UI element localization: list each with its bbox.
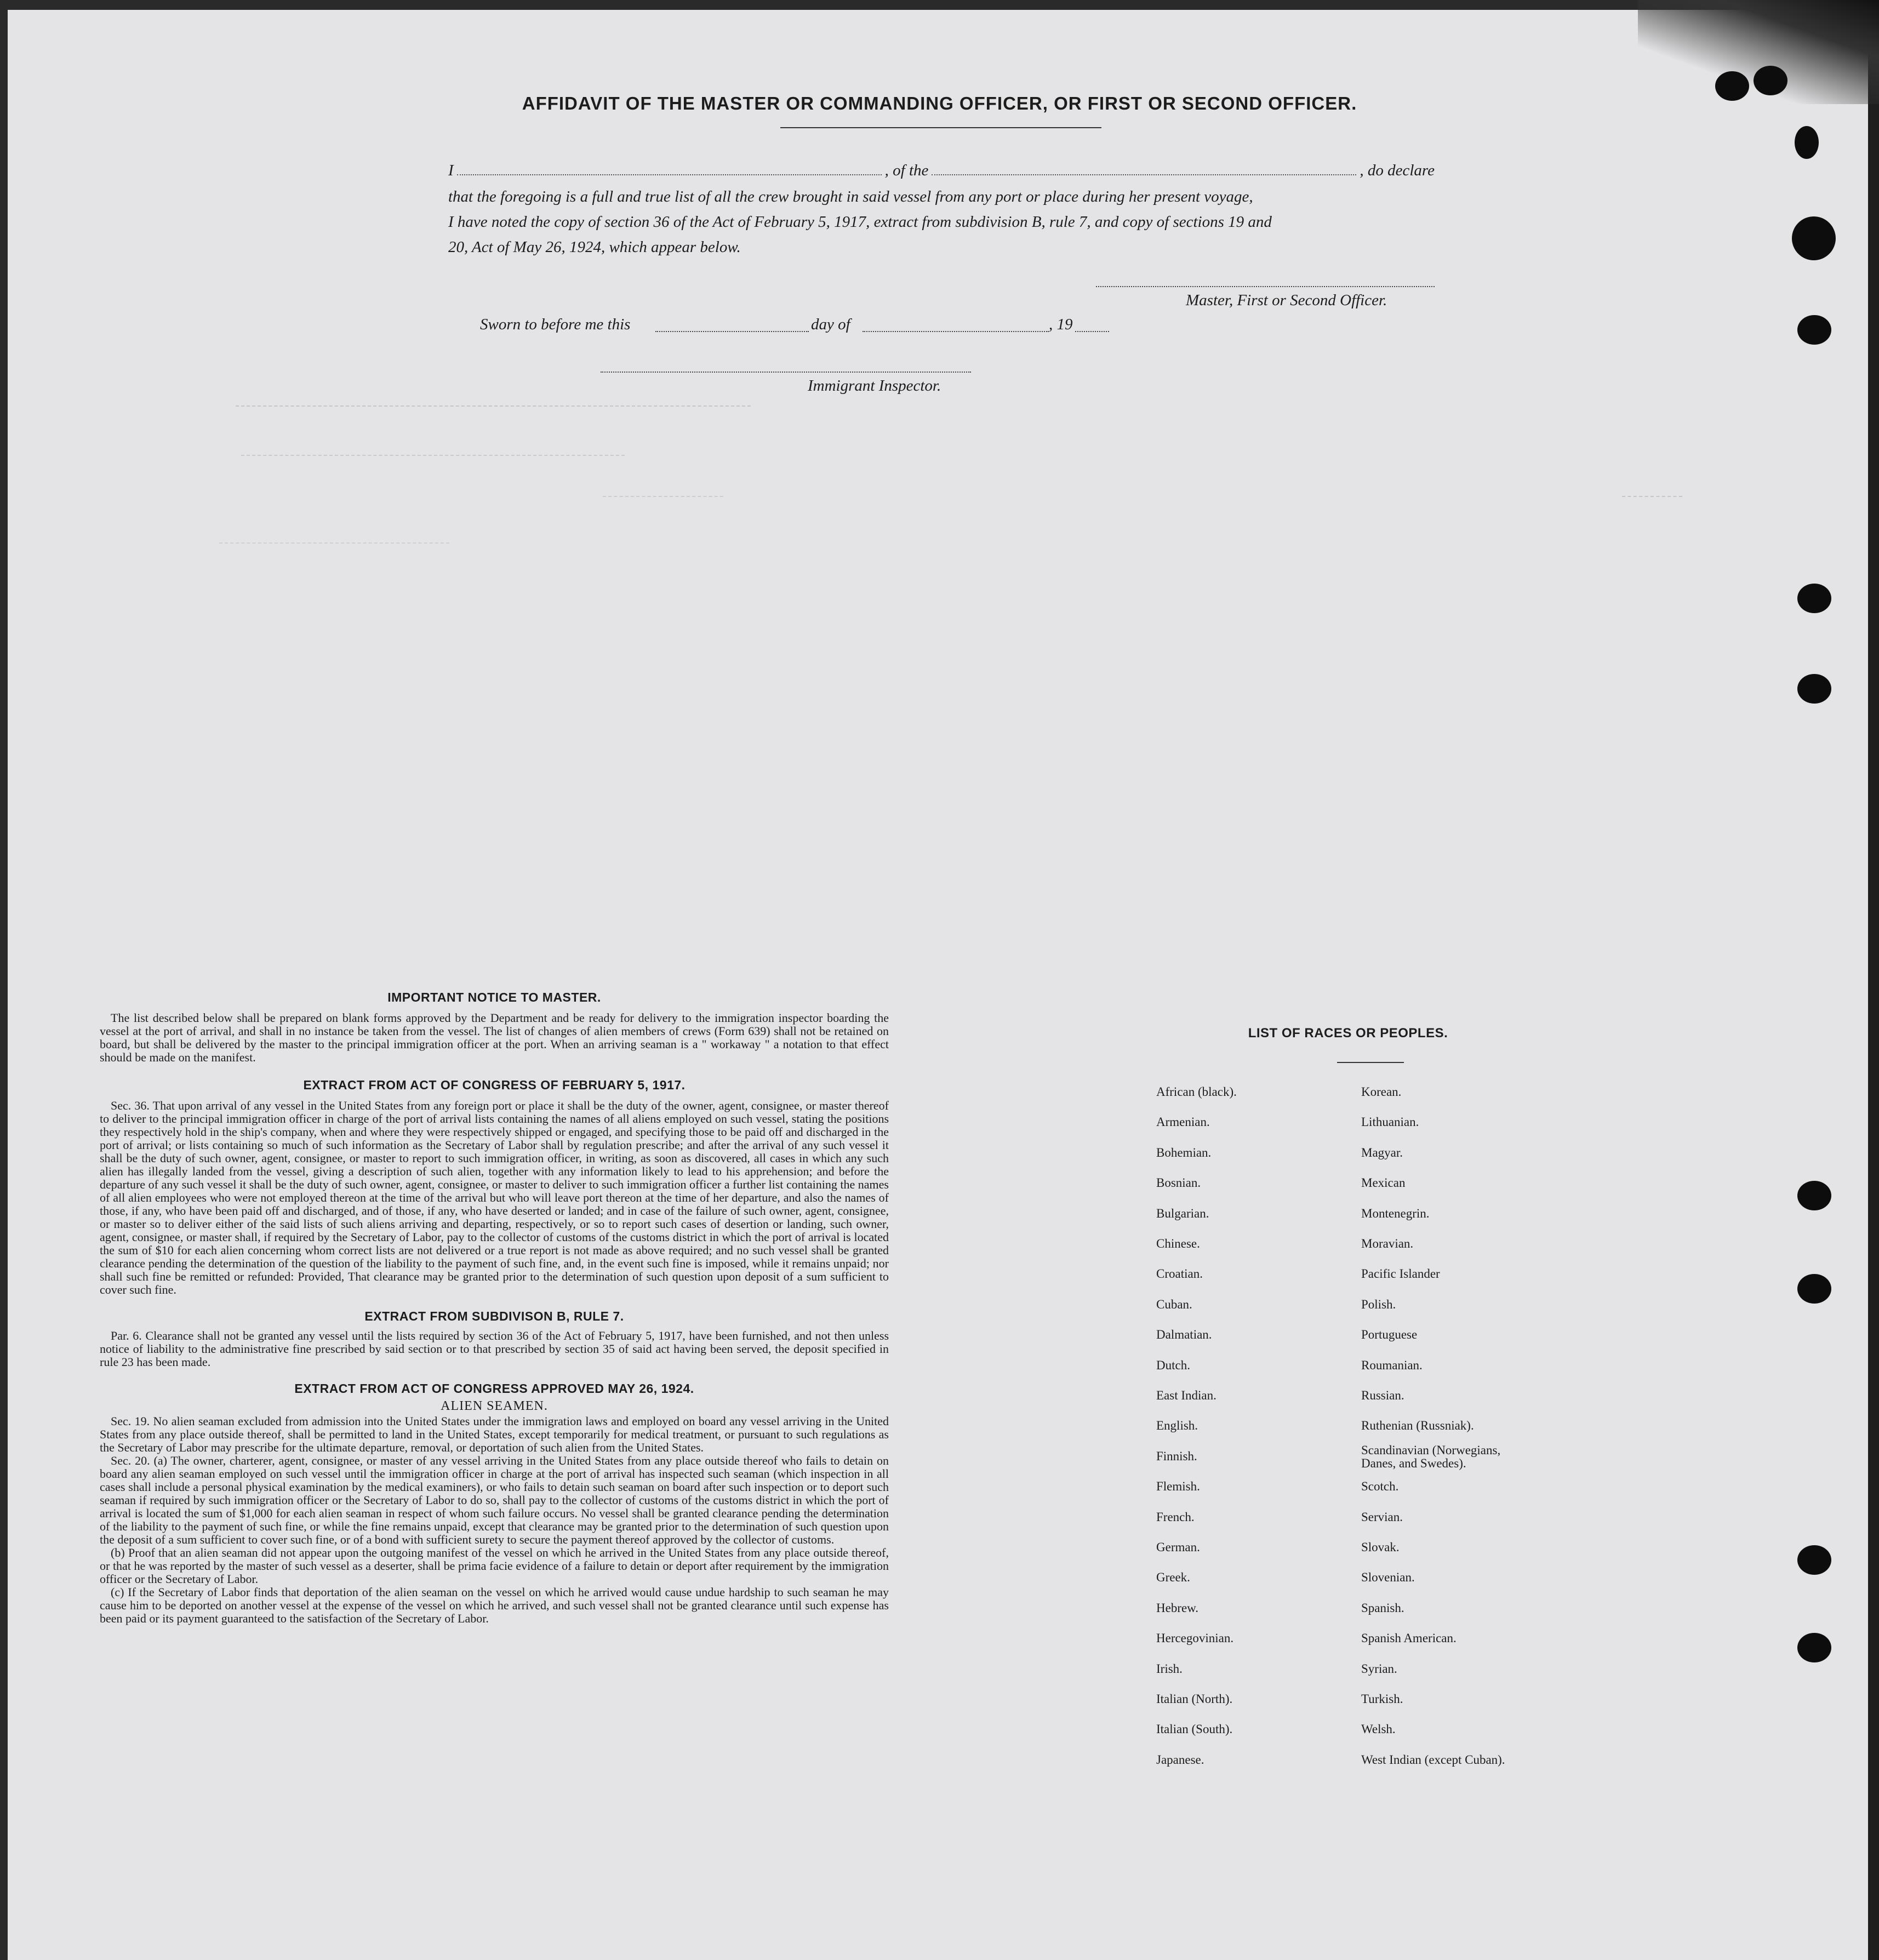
race-item: Slovenian. bbox=[1361, 1570, 1415, 1584]
sworn-label: Sworn to before me this bbox=[480, 316, 631, 333]
title-rule bbox=[780, 127, 1101, 128]
scan-edge-top bbox=[0, 0, 1879, 10]
race-item: Finnish. bbox=[1156, 1449, 1197, 1463]
race-item: English. bbox=[1156, 1419, 1198, 1432]
scan-edge-right bbox=[1868, 0, 1879, 1960]
section-19: Sec. 19. No alien seaman excluded from admission into the United States under the immigration laws and employed on board any vessel arriving in the United States from any place outside thereof, shall be permitted to land in the United States, except temporarily for medical treatment, or pursuant to such regulations as the Secretary of Labor may prescribe for the ultimate departure, removal, or deportation of such alien from the United States. bbox=[100, 1414, 889, 1454]
bleed-through-mark bbox=[219, 542, 449, 549]
race-item: Roumanian. bbox=[1361, 1358, 1423, 1372]
race-item: Scandinavian (Norwegians, Danes, and Swedes). bbox=[1361, 1443, 1501, 1470]
of-the-label: , of the bbox=[884, 162, 929, 179]
race-item: Japanese. bbox=[1156, 1753, 1204, 1767]
notice-heading: IMPORTANT NOTICE TO MASTER. bbox=[387, 990, 601, 1004]
race-item: Syrian. bbox=[1361, 1662, 1397, 1676]
extract-rule7-heading: EXTRACT FROM SUBDIVISON B, RULE 7. bbox=[364, 1309, 624, 1323]
extract-1924-heading: EXTRACT FROM ACT OF CONGRESS APPROVED MAY 26, 1924. bbox=[294, 1381, 694, 1396]
race-item: African (black). bbox=[1156, 1085, 1237, 1099]
race-item: Flemish. bbox=[1156, 1479, 1200, 1493]
punch-hole bbox=[1797, 1274, 1831, 1304]
bleed-through-mark bbox=[1622, 496, 1682, 502]
race-item: Magyar. bbox=[1361, 1146, 1403, 1159]
section-20c: (c) If the Secretary of Labor finds that deportation of the alien seaman on the vessel on which he arrived would cause undue hardship to such seaman he may cause him to be deported on another vessel at the expense of the vessel on which he arrived, and such vessel shall not be granted clearance until such expense has been paid or its payment guaranteed to the satisfaction of the Secretary of Labor. bbox=[100, 1585, 889, 1625]
punch-hole bbox=[1754, 66, 1787, 95]
section-20b: (b) Proof that an alien seaman did not appear upon the outgoing manifest of the vessel on which he arrived in the United States from any place outside thereof, or that he was reported by the master of such vessel as a deserter, shall be prima facie evidence of a failure to detain or deport after requirement by the immigration officer or the Secretary of Labor. bbox=[100, 1546, 889, 1586]
race-item: Portuguese bbox=[1361, 1328, 1418, 1341]
race-item: Ruthenian (Russniak). bbox=[1361, 1419, 1474, 1432]
race-item: Korean. bbox=[1361, 1085, 1402, 1099]
notice-body: The list described below shall be prepared on blank forms approved by the Department and be ready for delivery to the immigration inspector boarding the vessel at the port of arrival, and shall in no instance be taken from the vessel. The list of changes of alien members of crews (Form 639) shall not be retained on board, but shall be delivered by the master to the principal immigration officer at the port. When an arriving seaman is a " workaway " a notation to that effect should be made on the manifest. bbox=[100, 1011, 889, 1064]
inspector-signature-caption: Immigrant Inspector. bbox=[808, 377, 941, 395]
race-item: Italian (South). bbox=[1156, 1722, 1233, 1736]
race-item: German. bbox=[1156, 1540, 1200, 1554]
race-item: Chinese. bbox=[1156, 1237, 1200, 1250]
race-item: Bosnian. bbox=[1156, 1176, 1201, 1190]
punch-hole bbox=[1795, 126, 1819, 159]
year-label: , 19 bbox=[1049, 316, 1073, 333]
race-item: Welsh. bbox=[1361, 1722, 1396, 1736]
day-of-label: day of bbox=[811, 316, 850, 333]
vessel-name-blank bbox=[932, 162, 1356, 175]
race-item: French. bbox=[1156, 1510, 1195, 1524]
races-list-title: LIST OF RACES OR PEOPLES. bbox=[1248, 1026, 1448, 1041]
bleed-through-mark bbox=[603, 496, 723, 502]
race-item: Servian. bbox=[1361, 1510, 1403, 1524]
declaration-line-1 bbox=[448, 158, 1435, 183]
bleed-through-mark bbox=[236, 405, 751, 412]
punch-hole bbox=[1797, 1545, 1831, 1575]
race-item: Greek. bbox=[1156, 1570, 1190, 1584]
extract-rule7-body: Par. 6. Clearance shall not be granted any vessel until the lists required by section 36 of the Act of February 5, 1917, have been furnished, and not then unless notice of liability to the administrative fine prescribed by said section or to that prescribed by section 35 of said act having been served, the deposit specified in rule 23 has been made. bbox=[100, 1329, 889, 1369]
race-item: Montenegrin. bbox=[1361, 1207, 1430, 1220]
race-item: Spanish American. bbox=[1361, 1631, 1457, 1645]
declaration-line-4: 20, Act of May 26, 1924, which appear below. bbox=[448, 238, 741, 256]
race-item: Russian. bbox=[1361, 1388, 1404, 1402]
notice-column bbox=[100, 991, 889, 1625]
punch-hole bbox=[1797, 1181, 1831, 1210]
races-title-rule bbox=[1337, 1062, 1404, 1063]
declare-label: , do declare bbox=[1360, 162, 1435, 179]
extract-1917-heading: EXTRACT FROM ACT OF CONGRESS OF FEBRUARY 5, 1917. bbox=[303, 1078, 686, 1092]
race-item: Slovak. bbox=[1361, 1540, 1400, 1554]
race-item: Bohemian. bbox=[1156, 1146, 1212, 1159]
declarant-name-blank bbox=[457, 162, 882, 175]
race-item: East Indian. bbox=[1156, 1388, 1217, 1402]
race-item: Hebrew. bbox=[1156, 1601, 1199, 1615]
punch-hole bbox=[1792, 216, 1836, 260]
sworn-month-blank bbox=[863, 331, 1049, 332]
race-item: Armenian. bbox=[1156, 1115, 1210, 1129]
race-item: West Indian (except Cuban). bbox=[1361, 1753, 1505, 1767]
race-item: Hercegovinian. bbox=[1156, 1631, 1234, 1645]
race-item: Dalmatian. bbox=[1156, 1328, 1212, 1341]
declaration-line-3: I have noted the copy of section 36 of the Act of February 5, 1917, extract from subdivision B, rule 7, and copy of sections 19 and bbox=[448, 213, 1272, 231]
race-item: Turkish. bbox=[1361, 1692, 1403, 1706]
race-item: Scotch. bbox=[1361, 1479, 1399, 1493]
race-item: Irish. bbox=[1156, 1662, 1183, 1676]
inspector-signature-line bbox=[601, 372, 971, 373]
race-item: Mexican bbox=[1361, 1176, 1406, 1190]
punch-hole bbox=[1797, 584, 1831, 613]
race-item: Moravian. bbox=[1361, 1237, 1414, 1250]
sworn-day-blank bbox=[655, 331, 809, 332]
declaration-line-2: that the foregoing is a full and true list of all the crew brought in said vessel from any port or place during her present voyage, bbox=[448, 188, 1253, 205]
master-signature-line bbox=[1096, 286, 1435, 287]
bleed-through-mark bbox=[241, 455, 625, 461]
race-item: Polish. bbox=[1361, 1298, 1396, 1311]
race-item: Italian (North). bbox=[1156, 1692, 1233, 1706]
punch-hole bbox=[1797, 674, 1831, 704]
affidavit-title: AFFIDAVIT OF THE MASTER OR COMMANDING OFFICER, OR FIRST OR SECOND OFFICER. bbox=[522, 93, 1357, 113]
section-20a: Sec. 20. (a) The owner, charterer, agent, consignee, or master of any vessel arriving in the United States from any place outside thereof who fails to detain on board any alien seaman employed on such vessel until the immigration officer in charge at the port of arrival has inspected such seaman (which inspection in all cases shall include a personal physical examination by the medical examiners), or who fails to detain such seaman on board after such inspection or to deport such seaman if required by such immigration officer or the Secretary of Labor to do so, shall pay to the collector of customs of the customs district in which the port of arrival is located the sum of $1,000 for each alien seaman in respect of whom such failure occurs. No vessel shall be granted clearance pending the determination of the liability to the payment of such fine, or while the fine remains unpaid, except that clearance may be granted prior to the determination of such question upon the deposit of a sum sufficient to cover such fine, or of a bond with sufficient surety to secure the payment thereof approved by the collector of customs. bbox=[100, 1454, 889, 1546]
race-item: Bulgarian. bbox=[1156, 1207, 1209, 1220]
race-item: Lithuanian. bbox=[1361, 1115, 1419, 1129]
scan-edge-left bbox=[0, 0, 8, 1960]
punch-hole bbox=[1797, 1633, 1831, 1662]
race-item: Dutch. bbox=[1156, 1358, 1190, 1372]
extract-1917-body: Sec. 36. That upon arrival of any vessel in the United States from any foreign port or place it shall be the duty of the owner, agent, consignee, or master thereof to deliver to the principal immigration officer in charge of the port of arrival lists containing the names of all aliens employed on such vessel, stating the positions they respectively hold in the ship's company, when and where they were respectively shipped or engaged, and specifying those to be paid off and discharged in the port of arrival; or lists containing so much of such information as the Secretary of Labor shall by regulation prescribe; and after the arrival of any such vessel it shall be the duty of such owner, agent, consignee, or master to report to such immigration officer, in writing, as soon as discovered, all cases in which any such alien has illegally landed from the vessel, giving a description of such alien, together with any information likely to lead to his apprehension; and before the departure of any such vessel it shall be the duty of such owner, agent, consignee, or master to deliver to such immigration officer a further list containing the names of all alien employees who were not employed thereon at the time of the arrival but who will leave port thereon at the time of her departure, and also the names of those, if any, who have been paid off and discharged, and of those, if any, who have deserted or landed; and in case of the failure of such owner, agent, consignee, or master so to deliver either of the said lists of such aliens arriving and departing, respectively, or so to report such cases of desertion or landing, such owner, agent, consignee, or master shall, if required by the Secretary of Labor, pay to the collector of customs of the customs district in which the port of arrival is located the sum of $10 for each alien concerning whom correct lists are not delivered or a true report is not made as above required; and no such vessel shall be granted clearance pending the determination of the question of the liability to the payment of such fine, and, in the event such fine is imposed, while it remains unpaid; nor shall such fine be remitted or refunded: Provided, That clearance may be granted prior to the determination of such question upon deposit of a sum sufficient to cover such fine. bbox=[100, 1099, 889, 1296]
alien-seamen-subheading: ALIEN SEAMEN. bbox=[441, 1399, 548, 1413]
declarant-label: I bbox=[448, 162, 454, 179]
race-item: Spanish. bbox=[1361, 1601, 1404, 1615]
sworn-year-blank bbox=[1075, 331, 1109, 332]
race-item: Croatian. bbox=[1156, 1267, 1203, 1281]
punch-hole bbox=[1797, 315, 1831, 345]
race-item: Cuban. bbox=[1156, 1298, 1192, 1311]
master-signature-caption: Master, First or Second Officer. bbox=[1186, 292, 1387, 309]
race-item: Pacific Islander bbox=[1361, 1267, 1440, 1281]
